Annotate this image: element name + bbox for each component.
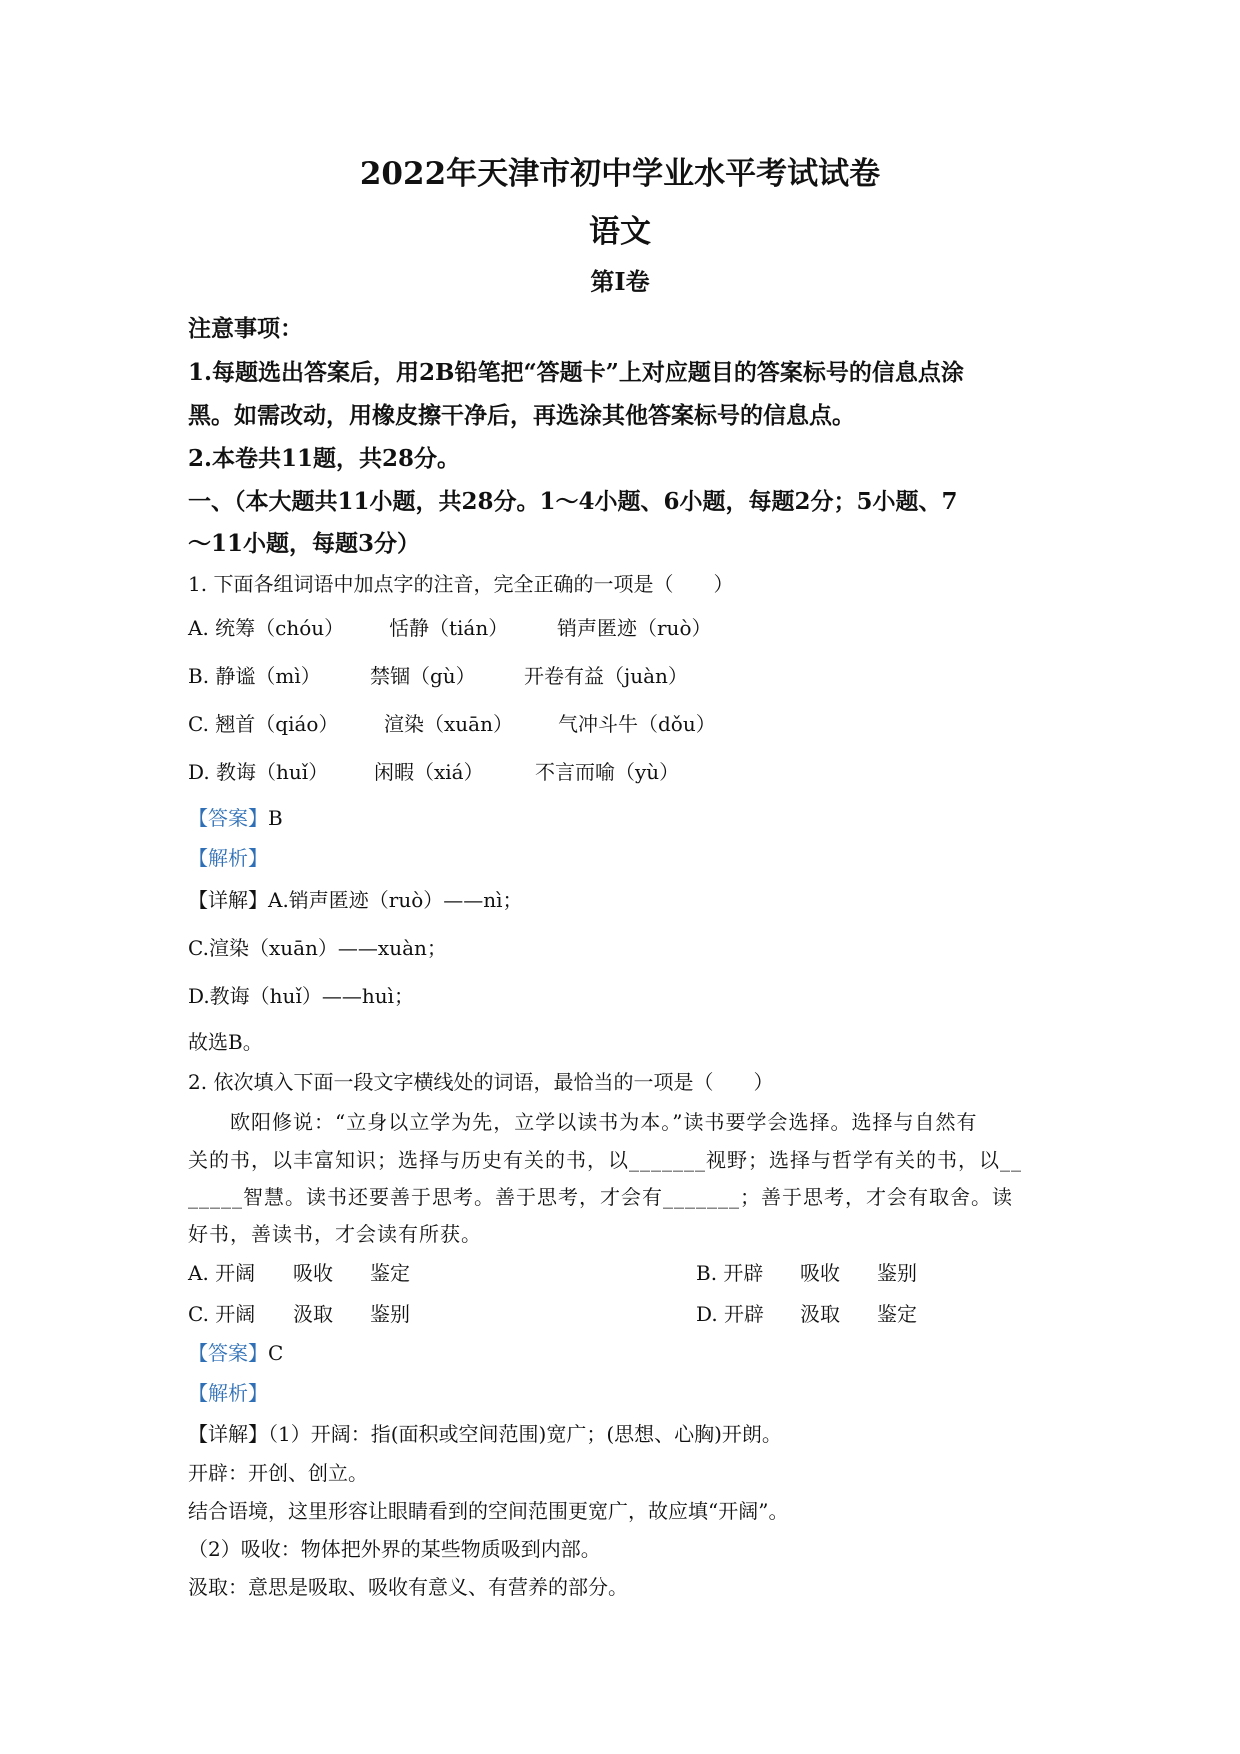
q2-option-c-1: C. 开阔 bbox=[188, 1302, 256, 1326]
detail-tag: 【详解】 bbox=[188, 1422, 268, 1446]
passage-line: _____智慧。读书还要善于思考。善于思考，才会有_______；善于思考，才会有取舍。读 bbox=[188, 1185, 1013, 1209]
q1-option-a-3: 销声匿迹（ruò） bbox=[557, 616, 712, 640]
q1-option-b-2: 禁锢（gù） bbox=[370, 664, 476, 688]
q1-conclusion: 故选B。 bbox=[188, 1030, 263, 1054]
q2-option-b-2: 吸收 bbox=[800, 1261, 840, 1285]
detail-text: （1）开阔：指(面积或空间范围)宽广；(思想、心胸)开朗。 bbox=[268, 1422, 782, 1446]
q1-option-b-1: B. 静谧（mì） bbox=[188, 664, 321, 688]
answer-tag: 【答案】 bbox=[188, 806, 268, 830]
q2-option-d-3: 鉴定 bbox=[877, 1302, 917, 1326]
q1-detail-3: D.教诲（huǐ）——huì； bbox=[188, 984, 414, 1008]
answer-value: C bbox=[268, 1341, 284, 1365]
answer-value: B bbox=[268, 806, 283, 830]
notes-heading: 注意事项： bbox=[188, 315, 303, 342]
q2-analysis-tag: 【解析】 bbox=[188, 1381, 268, 1405]
q2-option-a-3: 鉴定 bbox=[370, 1261, 410, 1285]
q2-option-b-3: 鉴别 bbox=[877, 1261, 917, 1285]
q2-option-d-2: 汲取 bbox=[800, 1302, 840, 1326]
passage-line: 关的书，以丰富知识；选择与历史有关的书，以_______视野；选择与哲学有关的书，以__ bbox=[188, 1148, 1022, 1172]
q1-stem: 1. 下面各组词语中加点字的注音，完全正确的一项是（ ） bbox=[188, 572, 734, 596]
q1-analysis-tag: 【解析】 bbox=[188, 846, 268, 870]
q1-detail-2: C.渲染（xuān）——xuàn； bbox=[188, 936, 447, 960]
detail-text: A.销声匿迹（ruò）——nì； bbox=[268, 888, 523, 912]
note-2: 2.本卷共11题，共28分。 bbox=[188, 445, 461, 472]
q2-answer bbox=[188, 1337, 283, 1366]
q2-option-a-2: 吸收 bbox=[293, 1261, 333, 1285]
section-heading-line-2: ～11小题，每题3分） bbox=[188, 530, 421, 557]
q1-option-b-3: 开卷有益（juàn） bbox=[524, 664, 688, 688]
detail-tag: 【详解】 bbox=[188, 888, 268, 912]
q2-option-a-1: A. 开阔 bbox=[188, 1261, 256, 1285]
exam-title: 2022年天津市初中学业水平考试试卷 bbox=[359, 156, 881, 192]
q2-option-d-1: D. 开辟 bbox=[696, 1302, 765, 1326]
q1-option-d-2: 闲暇（xiá） bbox=[374, 760, 484, 784]
q1-detail-1 bbox=[188, 884, 523, 913]
q1-option-c-3: 气冲斗牛（dǒu） bbox=[558, 712, 716, 736]
q1-option-a-2: 恬静（tián） bbox=[389, 616, 509, 640]
subject-title: 语文 bbox=[589, 214, 651, 250]
note-1-line-2: 黑。如需改动，用橡皮擦干净后，再选涂其他答案标号的信息点。 bbox=[188, 402, 855, 429]
section-heading-line-1: 一、（本大题共11小题，共28分。1～4小题、6小题，每题2分；5小题、7 bbox=[188, 488, 958, 515]
q2-stem: 2. 依次填入下面一段文字横线处的词语，最恰当的一项是（ ） bbox=[188, 1070, 774, 1094]
note-1-line-1: 1.每题选出答案后，用2B铅笔把“答题卡”上对应题目的答案标号的信息点涂 bbox=[188, 359, 964, 386]
q2-detail-4: （2）吸收：物体把外界的某些物质吸到内部。 bbox=[188, 1537, 601, 1561]
q2-detail-2: 开辟：开创、创立。 bbox=[188, 1461, 368, 1485]
q1-option-d-1: D. 教诲（huǐ） bbox=[188, 760, 329, 784]
q2-option-b-1: B. 开辟 bbox=[696, 1261, 764, 1285]
passage-line: 欧阳修说：“立身以立学为先，立学以读书为本。”读书要学会选择。选择与自然有 bbox=[188, 1110, 978, 1134]
q2-option-c-2: 汲取 bbox=[293, 1302, 333, 1326]
q1-option-c-1: C. 翘首（qiáo） bbox=[188, 712, 339, 736]
passage-line: 好书，善读书，才会读有所获。 bbox=[188, 1222, 482, 1246]
q1-answer bbox=[188, 802, 283, 831]
q1-option-c-2: 渲染（xuān） bbox=[384, 712, 513, 736]
q2-option-c-3: 鉴别 bbox=[370, 1302, 410, 1326]
volume-title: 第I卷 bbox=[590, 267, 650, 296]
q2-detail-5: 汲取：意思是吸取、吸收有意义、有营养的部分。 bbox=[188, 1575, 628, 1599]
q2-detail-3: 结合语境，这里形容让眼睛看到的空间范围更宽广，故应填“开阔”。 bbox=[188, 1499, 789, 1523]
q1-option-a-1: A. 统筹（chóu） bbox=[188, 616, 345, 640]
q2-detail-1 bbox=[188, 1418, 782, 1447]
answer-tag: 【答案】 bbox=[188, 1341, 268, 1365]
q1-option-d-3: 不言而喻（yù） bbox=[535, 760, 680, 784]
